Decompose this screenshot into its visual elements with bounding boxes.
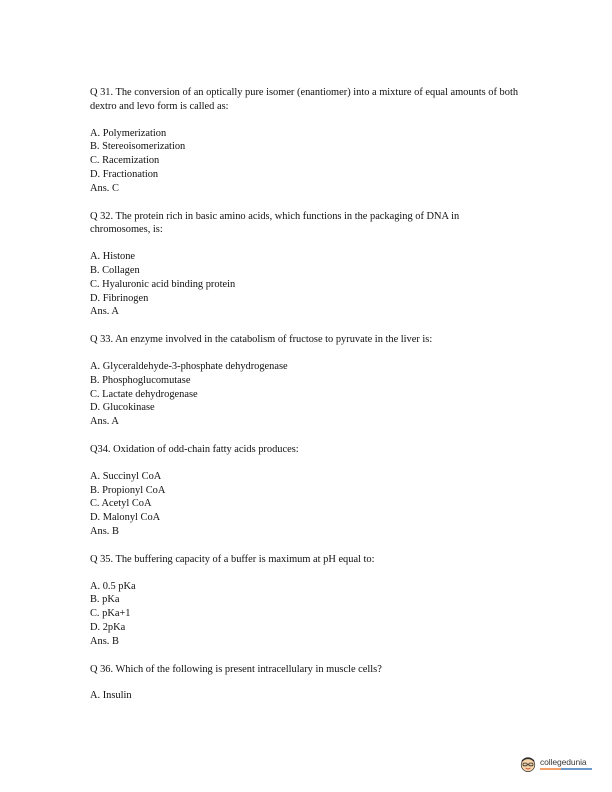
document-page — [90, 86, 520, 717]
answer: Ans. A — [90, 306, 119, 318]
question-block-32 — [90, 210, 520, 320]
question-block-36 — [90, 663, 520, 704]
logo-tagline-bar — [540, 768, 592, 770]
answer: Ans. B — [90, 635, 119, 647]
question-block-31 — [90, 86, 520, 196]
question-text: Q 35. The buffering capacity of a buffer is maximum at pH equal to: — [90, 553, 375, 565]
answer: Ans. B — [90, 525, 119, 537]
option-b: B. pKa — [90, 594, 120, 606]
option-c: C. Hyaluronic acid binding protein — [90, 278, 236, 290]
question-text: Q 32. The protein rich in basic amino acids, which functions in the packaging of DNA in chromosomes, is: — [90, 210, 460, 236]
option-d: D. Glucokinase — [90, 402, 155, 414]
option-d: D. Fractionation — [90, 168, 159, 180]
option-b: B. Phosphoglucomutase — [90, 374, 191, 386]
question-block-35 — [90, 553, 520, 649]
answer: Ans. C — [90, 182, 119, 194]
option-d: D. Fibrinogen — [90, 292, 149, 304]
question-text: Q 31. The conversion of an optically pure isomer (enantiomer) into a mixture of equal amounts of both dextro and levo form is called as: — [90, 87, 519, 112]
option-a: A. 0.5 pKa — [90, 580, 136, 592]
option-a: A. Histone — [90, 251, 136, 263]
collegedunia-mascot-icon — [519, 755, 537, 773]
option-a: A. Succinyl CoA — [90, 470, 162, 482]
question-block-33 — [90, 333, 520, 429]
logo-wordmark: collegedunia — [540, 756, 587, 767]
option-c: C. Acetyl CoA — [90, 498, 152, 510]
option-d: D. Malonyl CoA — [90, 512, 161, 524]
question-text: Q 33. An enzyme involved in the catabolism of fructose to pyruvate in the liver is: — [90, 334, 433, 346]
option-a: A. Insulin — [90, 690, 132, 702]
question-text: Q 36. Which of the following is present intracellulary in muscle cells? — [90, 663, 382, 675]
collegedunia-logo — [519, 755, 592, 773]
option-b: B. Collagen — [90, 264, 140, 276]
option-a: A. Glyceraldehyde-3-phosphate dehydrogenase — [90, 360, 288, 372]
option-b: B. Propionyl CoA — [90, 484, 166, 496]
option-c: C. pKa+1 — [90, 608, 131, 620]
option-b: B. Stereoisomerization — [90, 141, 186, 153]
question-block-34 — [90, 443, 520, 539]
option-a: A. Polymerization — [90, 127, 167, 139]
option-c: C. Lactate dehydrogenase — [90, 388, 198, 400]
option-d: D. 2pKa — [90, 621, 126, 633]
option-c: C. Racemization — [90, 155, 160, 167]
question-text: Q34. Oxidation of odd-chain fatty acids produces: — [90, 443, 299, 455]
answer: Ans. A — [90, 416, 119, 428]
